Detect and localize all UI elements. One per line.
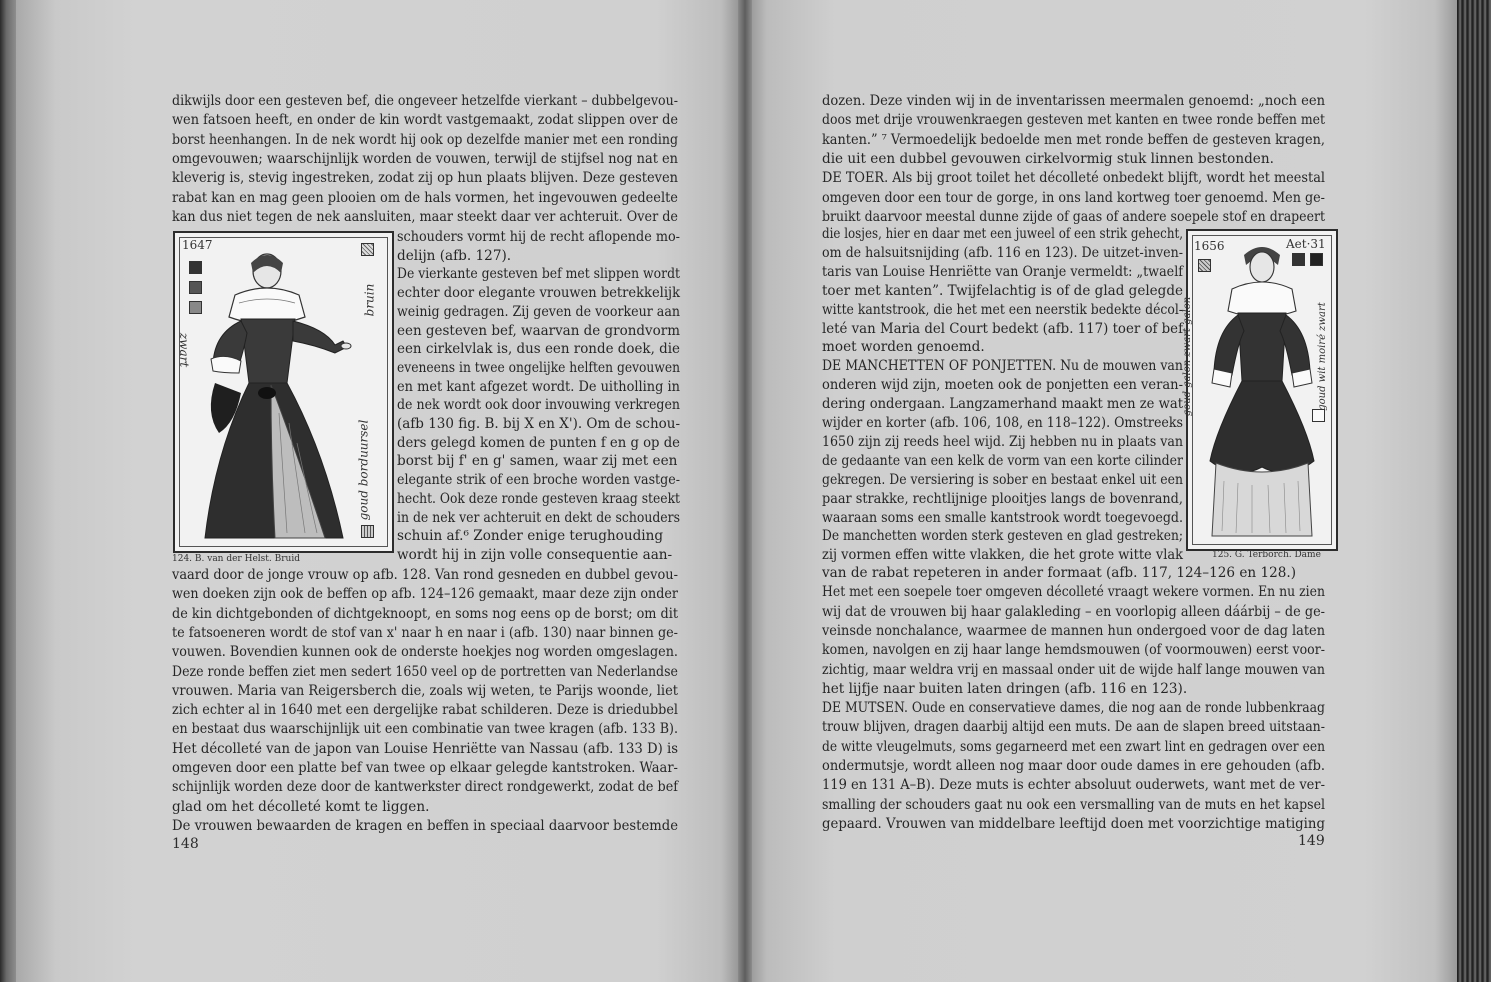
text-line: die uit een dubbel gevouwen cirkelvormig stuk linnen bestonden. — [822, 150, 1274, 167]
text-line: rabat kan en mag geen plooien om de hals vormen, het ingevouwen gedeelte — [172, 189, 678, 206]
text-line: hecht. Ook deze ronde gesteven kraag steekt — [397, 490, 681, 507]
figure-125-caption: 125. G. Terborch. Dame — [1212, 550, 1321, 560]
text-line: de nek wordt ook door invouwing verkregen — [397, 397, 681, 414]
text-line: schuin af.⁶ Zonder enige terughouding — [397, 528, 664, 545]
text-line: in de nek ver achteruit en dekt de schouders — [397, 509, 680, 526]
figure-125-lady-illustration — [1182, 229, 1338, 551]
book-gutter — [738, 0, 752, 982]
text-line: toer met kanten”. Twijfelachtig is of de glad gelegde — [822, 282, 1184, 299]
text-line: wordt hij in zijn volle consequentie aan- — [397, 546, 673, 563]
text-line: een cirkelvlak is, dus een ronde doek, die — [397, 341, 680, 358]
text-line: glad om het décolleté komt te liggen. — [172, 798, 430, 815]
text-line: vaard door de jonge vrouw op afb. 128. Van rond gesneden en dubbel gevou- — [172, 567, 678, 583]
text-line: de kin dichtgebonden of dichtgeknoopt, en soms nog eens op de borst; om dit — [172, 605, 678, 622]
text-line: Deze ronde beffen ziet men sedert 1650 veel op de portretten van Nederlandse — [172, 663, 678, 680]
text-line: en met kant afgezet wordt. De uitholling in — [397, 378, 680, 395]
text-line: gepaard. Vrouwen van middelbare leeftijd doen met voorzichtige matiging — [822, 815, 1325, 832]
book-right-edge — [1457, 0, 1491, 982]
text-line: wij dat de vrouwen bij haar galakleding – en voorlopig alleen dáárbij – de ge- — [822, 603, 1326, 620]
text-line: witte kantstrook, die het met een neerstik bedekte décol- — [822, 301, 1183, 318]
text-line: kleverig is, stevig ingestreken, zodat zij op hun plaats blijven. Deze gesteven — [172, 170, 678, 187]
left-page-number: 148 — [172, 836, 199, 852]
text-line: schouders vormt hij de recht aflopende mo- — [397, 229, 680, 245]
text-line: weinig gedragen. Zij geven de voorkeur aan — [397, 303, 681, 320]
figure-124-caption: 124. B. van der Helst. Bruid — [172, 554, 300, 564]
woman-in-dress-engraving — [175, 233, 392, 551]
text-line: om de halsuitsnijding (afb. 116 en 123). De uitzet-inven- — [822, 244, 1183, 261]
figure-label-right: goud wit moiré zwart — [1316, 302, 1328, 411]
text-line: DE TOER. Als bij groot toilet het décolleté onbedekt blijft, wordt het meestal — [822, 170, 1326, 187]
text-line: de witte vleugelmuts, soms gegarneerd met een zwart lint en gedragen over een — [822, 738, 1325, 755]
text-line: leté van Maria del Court bedekt (afb. 117) toer of bef — [822, 320, 1184, 337]
text-line: eveneens in twee ongelijke helften gevouwen — [397, 359, 681, 376]
text-line: De vrouwen bewaarden de kragen en beffen in speciaal daarvoor bestemde — [172, 817, 679, 834]
text-line: het lijfje naar buiten laten dringen (afb. 116 en 123). — [822, 680, 1188, 697]
text-line: doos met drije vrouwenkraegen gesteven met kanten en twee ronde beffen met — [822, 112, 1326, 129]
text-line: zij vormen effen witte vlakken, die het grote witte vlak — [822, 547, 1184, 564]
text-line: waaraan soms een smalle kantstrook wordt toegevoegd. — [822, 509, 1184, 526]
text-line: delijn (afb. 127). — [397, 247, 512, 264]
text-line: te fatsoeneren wordt de stof van x' naar h en naar i (afb. 130) naar binnen ge- — [172, 624, 678, 641]
text-line: komen, navolgen en zij haar lange hemdsmouwen (of voormouwen) eerst voor- — [822, 642, 1325, 659]
figure-age: Aet·31 — [1286, 237, 1326, 251]
text-line: die losjes, hier en daar met een juweel of een strik gehecht, — [822, 226, 1184, 242]
text-line: dering ondergaan. Langzamerhand maakt men ze wat — [822, 396, 1183, 413]
text-line: bruikt daarvoor meestal dunne zijde of gaas of andere soepele stof en drapeert — [822, 208, 1325, 225]
text-line: borst bij f' en g' samen, waar zij met een — [397, 453, 678, 470]
text-line: echter door elegante vrouwen betrekkelijk — [397, 285, 680, 302]
text-line: een gesteven bef, waarvan de grondvorm — [397, 322, 680, 339]
text-line: Het décolleté van de japon van Louise Henriëtte van Nassau (afb. 133 D) is — [172, 740, 678, 757]
figure-label-right-top: bruin — [362, 283, 377, 317]
text-line: gekregen. De versiering is sober en bestaat enkel uit een — [822, 471, 1183, 488]
text-line: paar strakke, rechtlijnige plooitjes langs de bovenrand, — [822, 490, 1183, 507]
text-line: trouw blijven, dragen daarbij altijd een muts. De aan de slapen breed uitstaan- — [822, 719, 1326, 736]
text-line: de gedaante van een kelk de vorm van een korte cilinder — [822, 452, 1183, 469]
figure-124-bride-illustration — [173, 231, 394, 553]
text-line: zichtig, maar weldra vrij en massaal onder uit de wijde half lange mouwen van — [822, 661, 1325, 678]
text-line: veinsde nonchalance, waarmee de mannen hun ondergoed voor de dag laten — [822, 622, 1326, 639]
text-line: onderen wijd zijn, moeten ook de ponjetten een veran- — [822, 377, 1183, 394]
text-line: omgeven door een platte bef van twee op elkaar gelegde kantstroken. Waar- — [172, 760, 678, 776]
text-line: DE MUTSEN. Oude en conservatieve dames, die nog aan de ronde lubbenkraag — [822, 700, 1326, 717]
text-line: vouwen. Bovendien kunnen ook de onderste hoekjes nog worden omgeslagen. — [172, 644, 678, 661]
standing-lady-engraving — [1188, 231, 1336, 549]
text-line: kanten.” ⁷ Vermoedelijk bedoelde men met ronde beffen de gesteven kragen, — [822, 131, 1326, 148]
text-line: dikwijls door een gesteven bef, die ongeveer hetzelfde vierkant – dubbelgevou- — [172, 93, 678, 109]
text-line: omgevouwen; waarschijnlijk worden de vouwen, terwijl de stijfsel nog nat en — [172, 150, 678, 167]
text-line: taris van Louise Henriëtte van Oranje vermeldt: „twaelf — [822, 263, 1184, 280]
figure-label-right-bottom: goud borduursel — [356, 419, 371, 521]
text-line: en bestaat dus waarschijnlijk uit een combinatie van twee kragen (afb. 133 B). — [172, 721, 679, 738]
text-line: wijder en korter (afb. 106, 108, en 118–122). Omstreeks — [822, 415, 1183, 431]
text-line: ders gelegd komen de punten f en g op de — [397, 434, 681, 451]
text-line: zich echter al in 1640 met een dergelijke rabat schilderen. Deze is driedubbel — [172, 702, 678, 719]
text-line: moet worden genoemd. — [822, 339, 985, 356]
text-line: schijnlijk worden deze door de kantwerkster direct rondgewerkt, zodat de bef — [172, 779, 678, 796]
text-line: 119 en 131 A–B). Deze muts is echter absoluut ouderwets, want met de ver- — [822, 777, 1326, 794]
text-line: vrouwen. Maria van Reigersberch die, zoals wij weten, te Parijs woonde, liet — [172, 682, 679, 699]
right-page-number: 149 — [1298, 833, 1325, 849]
book-left-edge — [0, 0, 16, 982]
text-line: smalling der schouders gaat nu ook een versmalling van de muts en het kapsel — [822, 796, 1326, 813]
figure-label-left: zwart — [177, 332, 192, 368]
text-line: De manchetten worden sterk gesteven en glad gestreken; — [822, 528, 1184, 545]
text-line: Het met een soepele toer omgeven décolleté vraagt wekere vormen. En nu zien — [822, 584, 1325, 601]
figure-year: 1647 — [182, 238, 213, 252]
figure-label-left: goud galon zwart galon — [1182, 296, 1194, 417]
text-line: 1650 zijn zij reeds heel wijd. Zij hebben nu in plaats van — [822, 433, 1183, 450]
text-line: De vierkante gesteven bef met slippen wordt — [397, 266, 680, 283]
text-line: van de rabat repeteren in ander formaat (afb. 117, 124–126 en 128.) — [822, 565, 1297, 581]
text-line: ondermutsje, wordt alleen nog maar door oude dames in ere gehouden (afb. — [822, 758, 1326, 774]
text-line: DE MANCHETTEN OF PONJETTEN. Nu de mouwen van — [822, 358, 1184, 375]
text-line: wen doeken zijn ook de beffen op afb. 124–126 gemaakt, maar deze zijn onder — [172, 586, 678, 603]
text-line: wen fatsoen heeft, en onder de kin wordt vastgemaakt, zodat slippen over de — [172, 112, 678, 129]
text-line: kan dus niet tegen de nek aansluiten, maar steekt daar ver achteruit. Over de — [172, 208, 679, 225]
figure-year: 1656 — [1194, 239, 1225, 253]
text-line: borst heenhangen. In de nek wordt hij ook op dezelfde manier met een ronding — [172, 131, 678, 148]
text-line: dozen. Deze vinden wij in de inventarissen meermalen genoemd: „noch een — [822, 93, 1326, 109]
text-line: (afb 130 fig. B. bij X en X'). Om de schou- — [397, 416, 681, 432]
text-line: omgeven door een tour de gorge, in ons land kortweg toer genoemd. Men ge- — [822, 189, 1325, 206]
text-line: elegante strik of een broche worden vastge- — [397, 472, 681, 489]
